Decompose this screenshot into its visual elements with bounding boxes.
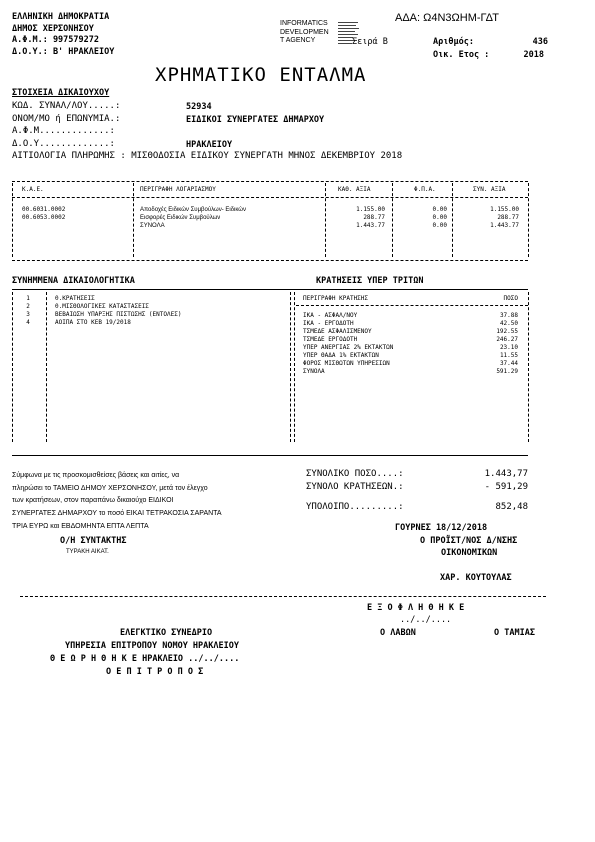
certification-text — [12, 470, 222, 534]
cashier-label: Ο ΤΑΜΙΑΣ — [494, 628, 535, 638]
column-header: ΠΕΡΙΓΡΑΦΗ ΛΟΓΑΡΙΑΣΜΟΥ — [140, 186, 216, 193]
list-item: ΒΕΒΑΙΩΣΗ ΥΠΑΡΞΗΣ ΠΙΣΤΩΣΗΣ (ΕΝΤΟΛΕΣ) — [55, 311, 182, 318]
table-cell: ΤΣΜΕΔΕ ΕΡΓΟΔΟΤΗ — [303, 336, 358, 343]
agency-logo: INFORMATICS DEVELOPMEN T AGENCY — [280, 20, 329, 44]
beneficiary-heading: ΣΤΟΙΧΕΙΑ ΔΙΚΑΙΟΥΧΟΥ — [12, 88, 110, 98]
total-label: ΥΠΟΛΟΙΠΟ.........: — [306, 502, 404, 512]
table-cell: ΙΚΑ - ΑΣΦΑΛ/ΝΟΥ — [303, 312, 358, 319]
deductions-col-desc: ΠΕΡΙΓΡΑΦΗ ΚΡΑΤΗΣΗΣ — [303, 295, 369, 302]
beneficiary-values — [186, 101, 324, 151]
net-column — [330, 206, 385, 230]
audit-line: ΕΛΕΓΚΤΙΚΟ ΣΥΝΕΔΡΙΟ — [120, 628, 213, 638]
desc-column — [140, 206, 246, 230]
head-name: ΧΑΡ. ΚΟΥΤΟΥΛΑΣ — [440, 573, 512, 583]
list-item: 1 — [26, 295, 30, 302]
table-cell: 42.50 — [499, 320, 518, 327]
table-cell: ΙΚΑ - ΕΡΓΟΔΟΤΗ — [303, 320, 354, 327]
table-cell: ΣΥΝΟΛΑ — [303, 368, 325, 375]
table-cell: 0.00 — [432, 222, 447, 229]
table-cell: 1.155.00 — [490, 206, 519, 213]
table-cell: 246.27 — [496, 336, 518, 343]
table-cell: ΦΟΡΟΣ ΜΙΣΘΩΤΩΝ ΥΠΗΡΕΣΙΩΝ — [303, 360, 390, 367]
documents-heading: ΣΥΝΗΜΜΕΝΑ ΔΙΚΑΙΟΛΟΓΗΤΙΚΑ — [12, 276, 135, 286]
vat-column — [400, 206, 447, 230]
table-cell: ΣΥΝΟΛΑ — [140, 223, 165, 229]
beneficiary-label: Α.Φ.Μ.............: — [12, 126, 115, 137]
table-cell: 37.88 — [499, 312, 518, 319]
receiver-label: Ο ΛΑΒΩΝ — [380, 628, 416, 638]
certification-line: των κρατήσεων, στον παραπάνω δικαιούχο ΕΙΔΙΚΟΙ — [12, 497, 174, 505]
paid-date: ../../.... — [400, 615, 452, 625]
number-label: Αριθμός: — [433, 37, 474, 47]
beneficiary-value: ΕΙΔΙΚΟΙ ΣΥΝΕΡΓΑΤΕΣ ΔΗΜΑΡΧΟΥ — [186, 114, 325, 125]
beneficiary-value: 52934 — [186, 102, 212, 112]
certification-line: ΤΡΙΑ ΕΥΡΩ και ΕΒΔΟΜΗΝΤΑ ΕΠΤΑ ΛΕΠΤΑ — [12, 522, 149, 530]
deduction-descs — [303, 312, 393, 376]
column-header: Κ.Α.Ε. — [22, 186, 44, 193]
issuer-block — [12, 12, 114, 58]
table-cell — [22, 222, 65, 230]
doc-texts — [55, 295, 181, 327]
list-item: ΑΟΙΠΑ ΣΤΟ ΚΕΒ 19/2018 — [55, 319, 131, 326]
table-cell: 192.55 — [496, 328, 518, 335]
author-title: Ο/Η ΣΥΝΤΑΚΤΗΣ — [60, 536, 127, 546]
payment-reason: ΑΙΤΙΟΛΟΓΙΑ ΠΛΗΡΩΜΗΣ : ΜΙΣΘΟΔΟΣΙΑ ΕΙΔΙΚΟΥ ΣΥΝΕΡΓΑΤΗ ΜΗΝΟΣ ΔΕΚΕΜΒΡΙΟΥ 2018 — [12, 151, 403, 161]
head-title: Ο ΠΡΟΪΣΤ/ΝΟΣ Δ/ΝΣΗΣ — [420, 536, 518, 546]
total-label: ΣΥΝΟΛΙΚΟ ΠΟΣΟ....: — [306, 469, 404, 479]
total-value: 1.443,77 — [484, 469, 528, 479]
series-label: Σειρά Β — [352, 37, 388, 47]
column-header: Φ.Π.Α. — [414, 186, 436, 193]
table-cell: Εισφορές Ειδικών Συμβούλων — [140, 215, 221, 221]
list-item: 0.ΜΙΣΘΟΛΟΓΙΚΕΣ ΚΑΤΑΣΤΑΣΕΙΣ — [55, 303, 149, 310]
ada-code: ΑΔΑ: Ω4Ν3ΩΗΜ-ΓΔΤ — [395, 12, 500, 24]
deductions-heading: ΚΡΑΤΗΣΕΙΣ ΥΠΕΡ ΤΡΙΤΩΝ — [316, 276, 424, 286]
list-item: 3 — [26, 311, 30, 318]
table-cell: 288.77 — [363, 214, 385, 221]
paid-title: Ε Ξ Ο Φ Λ Η Θ Η Κ Ε — [367, 603, 465, 613]
table-cell: 1.155.00 — [356, 206, 385, 213]
certification-line: πληρώσει το ΤΑΜΕΙΟ ΔΗΜΟΥ ΧΕΡΣΟΝΗΣΟΥ, μετά τον έλεγχο — [12, 484, 208, 492]
total-column — [460, 206, 519, 230]
audit-line: Θ Ε Ω Ρ Η Θ Η Κ Ε ΗΡΑΚΛΕΙΟ ../../.... — [50, 654, 240, 664]
beneficiary-label: Δ.Ο.Υ.............: — [12, 138, 115, 149]
table-cell: ΥΠΕΡ ΑΝΕΡΓΙΑΣ 2% ΕΚΤΑΚΤΩΝ — [303, 344, 394, 351]
total-label: ΣΥΝΟΛΟ ΚΡΑΤΗΣΕΩΝ.: — [306, 481, 404, 492]
table-cell: ΥΠΕΡ ΘΑΔΑ 1% ΕΚΤΑΚΤΩΝ — [303, 352, 379, 359]
place-date: ΓΟΥΡΝΕΣ 18/12/2018 — [395, 523, 488, 533]
list-item: 4 — [26, 319, 30, 326]
head-title-dept: ΟΙΚΟΝΟΜΙΚΩΝ — [441, 548, 498, 558]
certification-line: ΣΥΝΕΡΓΑΤΕΣ ΔΗΜΑΡΧΟΥ το ποσό ΕΙΚΑΙ ΤΕΤΡΑΚΟΣΙΑ ΣΑΡΑΝΤΑ — [12, 510, 222, 518]
beneficiary-labels — [12, 100, 120, 150]
totals-labels — [306, 468, 404, 514]
table-cell: 1.443.77 — [356, 222, 385, 229]
document-title: ΧΡΗΜΑΤΙΚΟ ΕΝΤΑΛΜΑ — [155, 64, 367, 86]
kae-column — [22, 206, 65, 230]
issuer-line: Δ.Ο.Υ.: Β' ΗΡΑΚΛΕΙΟΥ — [12, 46, 115, 57]
beneficiary-value: ΗΡΑΚΛΕΙΟΥ — [186, 139, 233, 150]
table-cell: 11.55 — [499, 352, 518, 359]
table-cell: 00.6053.0002 — [22, 214, 66, 221]
table-cell: 0.00 — [432, 214, 447, 221]
audit-line: Ο Ε Π Ι Τ Ρ Ο Π Ο Σ — [106, 667, 204, 677]
list-item: 2 — [26, 303, 30, 310]
table-cell: 591.29 — [496, 368, 518, 375]
table-cell: 1.443.77 — [490, 222, 519, 229]
deductions-col-amount: ΠΟΣΟ — [503, 295, 518, 302]
author-name: ΤΥΡΑΚΗ ΑΙΚΑΤ. — [66, 549, 109, 555]
table-cell: 0.00 — [432, 206, 447, 213]
year-value: 2018 — [523, 50, 544, 60]
doc-numbers — [14, 295, 42, 327]
total-value: - 591,29 — [484, 481, 528, 492]
table-cell: 23.10 — [499, 344, 518, 351]
number-value: 436 — [532, 37, 548, 47]
audit-line: ΥΠΗΡΕΣΙΑ ΕΠΙΤΡΟΠΟΥ ΝΟΜΟΥ ΗΡΑΚΛΕΙΟΥ — [65, 641, 239, 651]
table-cell: 00.6031.0002 — [22, 206, 66, 213]
certification-line: Σύμφωνα με τις προσκομισθείσες βάσεις και αιτίες, να — [12, 472, 180, 479]
totals-values — [444, 468, 528, 514]
issuer-line: ΔΗΜΟΣ ΧΕΡΣΟΝΗΣΟΥ — [12, 23, 94, 34]
table-cell: Αποδοχές Ειδικών Συμβούλων- Ειδικών — [140, 207, 246, 213]
issuer-line: ΕΛΛΗΝΙΚΗ ΔΗΜΟΚΡΑΤΙΑ — [12, 12, 110, 22]
deduction-amounts — [460, 312, 518, 376]
issuer-line: Α.Φ.Μ.: 997579272 — [12, 35, 99, 45]
beneficiary-label: ΟΝΟΜ/ΜΟ ή ΕΠΩΝΥΜΙΑ.: — [12, 113, 121, 124]
column-header: ΣΥΝ. ΑΞΙΑ — [473, 186, 506, 193]
list-item: 0.ΚΡΑΤΗΣΕΙΣ — [55, 295, 95, 302]
column-header: ΚΑΘ. ΑΞΙΑ — [338, 186, 371, 193]
beneficiary-label: ΚΩΔ. ΣΥΝΑΛ/ΛΟΥ.....: — [12, 101, 121, 111]
table-cell: 37.44 — [499, 360, 518, 367]
year-label: Οικ. Ετος : — [433, 50, 490, 60]
beneficiary-value — [186, 126, 324, 139]
total-value: 852,48 — [495, 502, 528, 512]
table-cell: ΤΣΜΕΔΕ ΑΣΦΑΛΙΣΜΕΝΟΥ — [303, 328, 372, 335]
table-cell: 288.77 — [497, 214, 519, 221]
